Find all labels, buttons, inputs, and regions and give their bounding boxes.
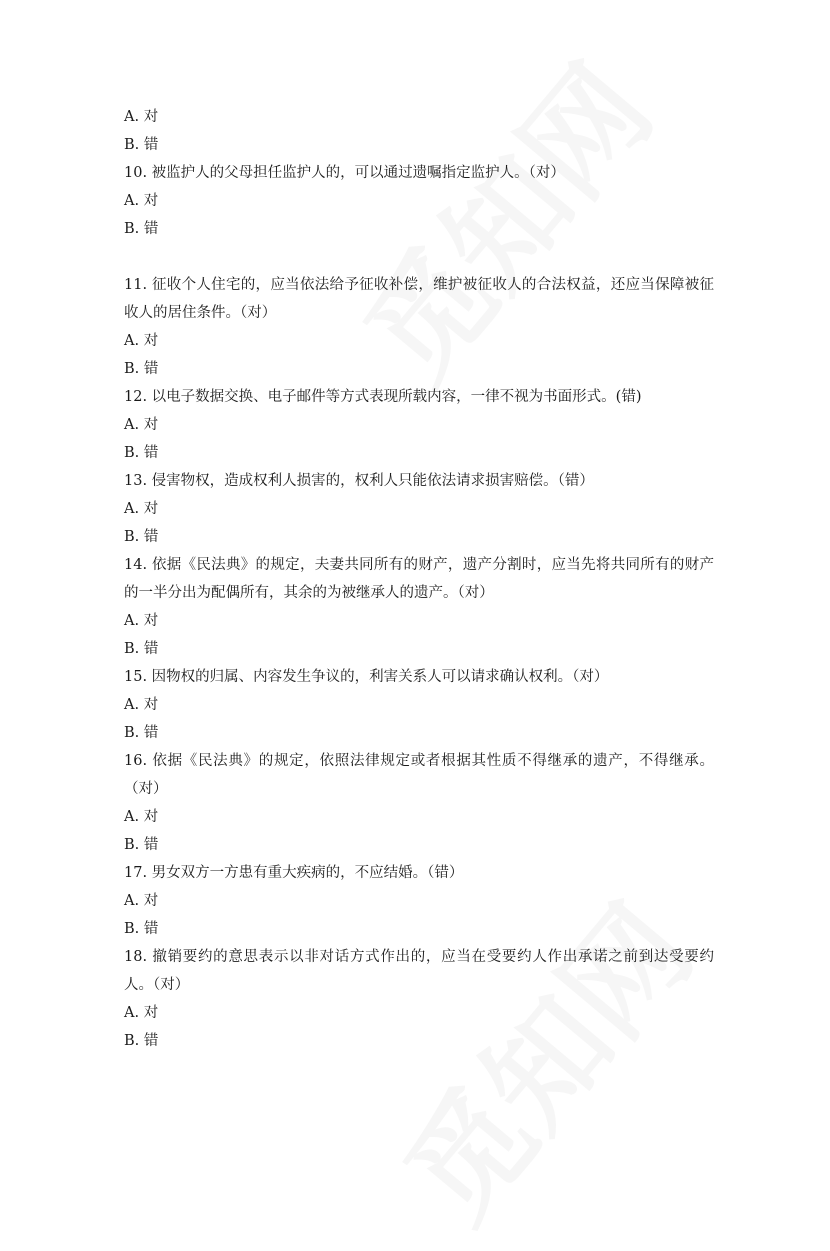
option-b: B. 错 (124, 361, 159, 377)
option-a: A. 对 (124, 109, 159, 125)
question-12: 12. 以电子数据交换、电子邮件等方式表现所载内容，一律不视为书面形式。(错) (124, 389, 642, 405)
option-b: B. 错 (124, 445, 159, 461)
option-a: A. 对 (124, 333, 159, 349)
option-a: A. 对 (124, 1005, 159, 1021)
question-18: 18. 撤销要约的意思表示以非对话方式作出的，应当在受要约人作出承诺之前到达受要约人。（对） (124, 949, 714, 993)
option-b: B. 错 (124, 641, 159, 657)
option-a: A. 对 (124, 697, 159, 713)
option-b: B. 错 (124, 725, 159, 741)
option-b: B. 错 (124, 1033, 159, 1049)
option-a: A. 对 (124, 809, 159, 825)
option-a: A. 对 (124, 613, 159, 629)
question-14: 14. 依据《民法典》的规定，夫妻共同所有的财产，遗产分割时，应当先将共同所有的财产的一半分出为配偶所有，其余的为被继承人的遗产。（对） (124, 557, 714, 601)
spacer (124, 243, 714, 271)
option-b: B. 错 (124, 837, 159, 853)
question-10: 10. 被监护人的父母担任监护人的，可以通过遗嘱指定监护人。（对） (124, 165, 565, 181)
question-13: 13. 侵害物权，造成权利人损害的，权利人只能依法请求损害赔偿。（错） (124, 473, 594, 489)
option-b: B. 错 (124, 221, 159, 237)
option-a: A. 对 (124, 893, 159, 909)
option-a: A. 对 (124, 417, 159, 433)
option-b: B. 错 (124, 921, 159, 937)
question-17: 17. 男女双方一方患有重大疾病的，不应结婚。（错） (124, 865, 464, 881)
question-list (124, 103, 714, 1055)
option-a: A. 对 (124, 193, 159, 209)
question-11: 11. 征收个人住宅的，应当依法给予征收补偿，维护被征收人的合法权益，还应当保障被征收人的居住条件。（对） (124, 277, 714, 321)
option-a: A. 对 (124, 501, 159, 517)
question-15: 15. 因物权的归属、内容发生争议的，利害关系人可以请求确认权利。（对） (124, 669, 609, 685)
question-16: 16. 依据《民法典》的规定，依照法律规定或者根据其性质不得继承的遗产，不得继承。（对） (124, 753, 714, 797)
option-b: B. 错 (124, 529, 159, 545)
option-b: B. 错 (124, 137, 159, 153)
